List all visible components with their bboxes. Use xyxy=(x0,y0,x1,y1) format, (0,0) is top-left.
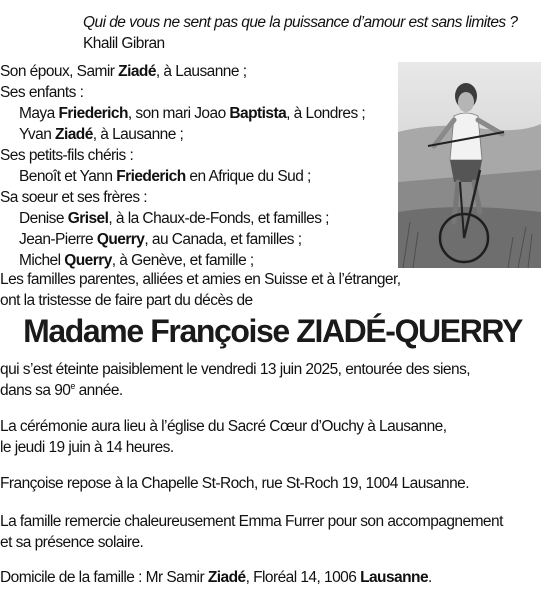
child-line: Maya Friederich, son mari Joao Baptista, à Londres ; xyxy=(19,105,366,122)
ceremony-line: le jeudi 19 juin à 14 heures. xyxy=(0,439,174,456)
quote-text: Qui de vous ne sent pas que la puissance d’amour est sans limites ? xyxy=(83,14,518,31)
ceremony-notice xyxy=(0,416,447,458)
thanks-notice xyxy=(0,511,503,553)
announcement-line: ont la tristesse de faire part du décès de xyxy=(0,292,253,309)
children-heading: Ses enfants : xyxy=(0,84,84,101)
siblings-heading: Sa soeur et ses frères : xyxy=(0,189,148,206)
announcement-line: Les familles parentes, alliées et amies en Suisse et à l’étranger, xyxy=(0,271,401,288)
family-list xyxy=(0,61,400,271)
family-address: Domicile de la famille : Mr Samir Ziadé, Floréal 14, 1006 Lausanne. xyxy=(0,569,432,586)
grandsons-heading: Ses petits-fils chéris : xyxy=(0,147,134,164)
address-name: Ziadé xyxy=(207,569,246,586)
ceremony-line: La cérémonie aura lieu à l’église du Sacré Cœur d’Ouchy à Lausanne, xyxy=(0,418,447,435)
death-notice xyxy=(0,359,470,401)
sibling-line: Denise Grisel, à la Chaux-de-Fonds, et familles ; xyxy=(19,210,329,227)
sibling-line: Michel Querry, à Genève, et famille ; xyxy=(19,252,254,269)
death-line: dans sa 90e année. xyxy=(0,381,123,399)
spouse-name: Ziadé xyxy=(118,63,156,80)
death-line: qui s’est éteinte paisiblement le vendredi 13 juin 2025, entourée des siens, xyxy=(0,361,471,378)
announcement xyxy=(0,269,401,311)
thanks-line: La famille remercie chaleureusement Emma Furrer pour son accompagnement xyxy=(0,513,503,530)
grandsons-line: Benoît et Yann Friederich en Afrique du Sud ; xyxy=(19,168,311,185)
quote-author: Khalil Gibran xyxy=(83,35,165,52)
child-line: Yvan Ziadé, à Lausanne ; xyxy=(19,126,184,143)
thanks-line: et sa présence solaire. xyxy=(0,534,144,551)
spouse-line: Son époux, Samir Ziadé, à Lausanne ; xyxy=(0,63,247,80)
rests-notice: Françoise repose à la Chapelle St-Roch, rue St-Roch 19, 1004 Lausanne. xyxy=(0,475,469,492)
epigraph xyxy=(83,12,517,54)
deceased-name: Madame Françoise ZIADÉ-QUERRY xyxy=(23,313,522,349)
sibling-line: Jean-Pierre Querry, au Canada, et familles ; xyxy=(19,231,302,248)
cyclist-photo-illustration xyxy=(398,62,541,268)
portrait-photo xyxy=(398,62,541,268)
address-city: Lausanne xyxy=(360,569,429,586)
